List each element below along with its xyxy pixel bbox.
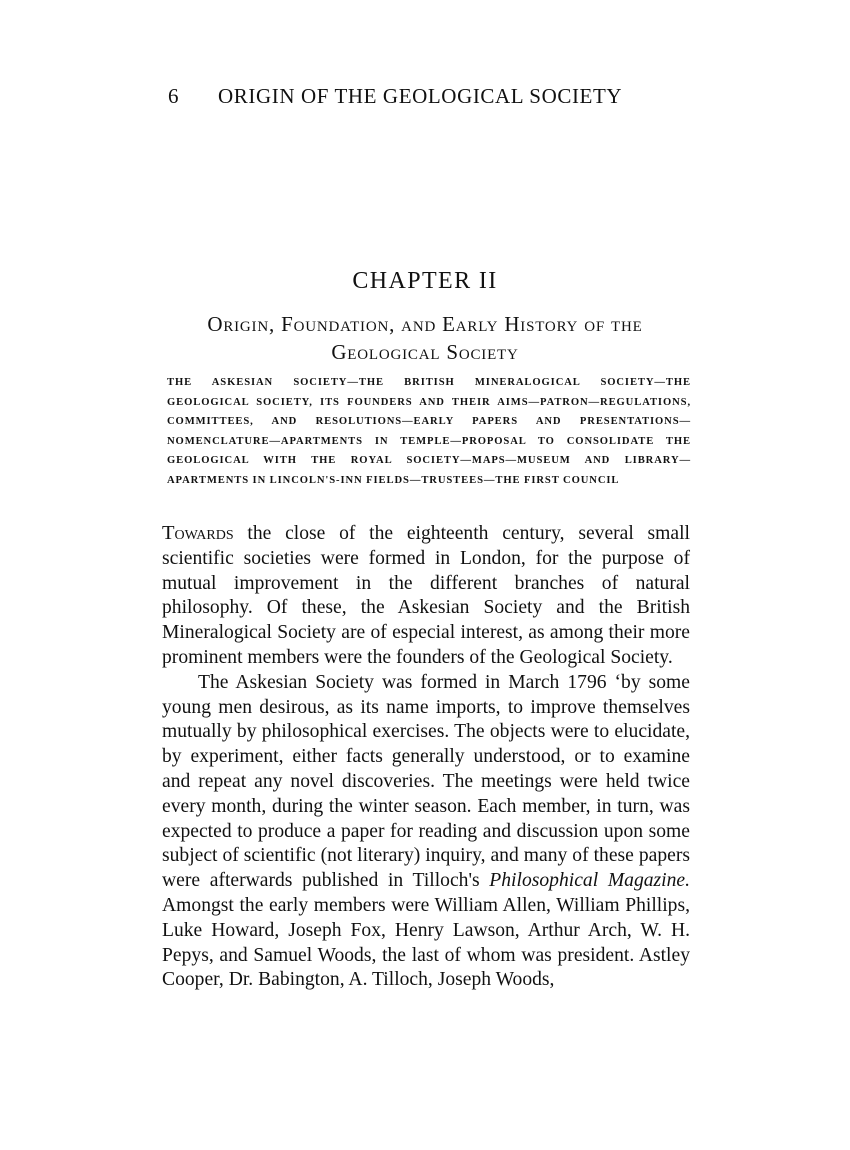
running-head-title: ORIGIN OF THE GEOLOGICAL SOCIETY: [218, 84, 623, 108]
chapter-title: Origin, Foundation, and Early History of the Geological Society: [207, 312, 643, 364]
paragraph-lead-word: Towards: [162, 522, 234, 544]
journal-title: Philosophical Magazine.: [489, 870, 690, 892]
chapter-synopsis: THE ASKESIAN SOCIETY—THE BRITISH MINERALOGICAL SOCIETY—THE GEOLOGICAL SOCIETY, ITS FOUNDERS AND THEIR AIMS—PATRON—REGULATIONS, COMMITTEES, AND RESOLUTIONS—EARLY PAPERS AND PRESENTATIONS—NOMENCLATURE—APARTMENTS IN TEMPLE—PROPOSAL TO CONSOLIDATE THE GEOLOGICAL WITH THE ROYAL SOCIETY—MAPS—MUSEUM AND LIBRARY—APARTMENTS IN LINCOLN'S-INN FIELDS—TRUSTEES—THE FIRST COUNCIL: [167, 377, 691, 486]
chapter-label: CHAPTER II: [352, 268, 498, 294]
page-number: 6: [168, 84, 180, 108]
running-head: [168, 84, 688, 109]
body-text: [162, 521, 690, 993]
paragraph-2-text-before: The Askesian Society was formed in March 1796 ‘by some young men desirous, as its name imports, to improve themselves mutually by philosophical exercises. The objects were to elucidate, by experiment, either facts generally understood, or to examine and repeat any novel discoveries. The meetings were held twice every month, during the winter season. Each member, in turn, was expected to produce a paper for reading and discussion upon some subject of scientific (not literary) inquiry, and many of these papers were afterwards published in Tilloch's: [162, 671, 690, 892]
paragraph-1-text: the close of the eighteenth century, several small scientific societies were formed in London, for the purpose of mutual improvement in the different branches of natural philosophy. Of these, the Askesian Society and the British Mineralogical Society are of especial interest, as among their more prominent members were the founders of the Geological Society.: [162, 523, 690, 668]
paragraph-1: [162, 521, 690, 671]
paragraph-2-text-after: Amongst the early members were William Allen, William Phillips, Luke Howard, Joseph Fox, Henry Lawson, Arthur Arch, W. H. Pepys, and Samuel Woods, the last of whom was president. Astley Cooper, Dr. Babington, A. Tilloch, Joseph Woods,: [162, 894, 690, 991]
paragraph-2: [162, 671, 690, 993]
